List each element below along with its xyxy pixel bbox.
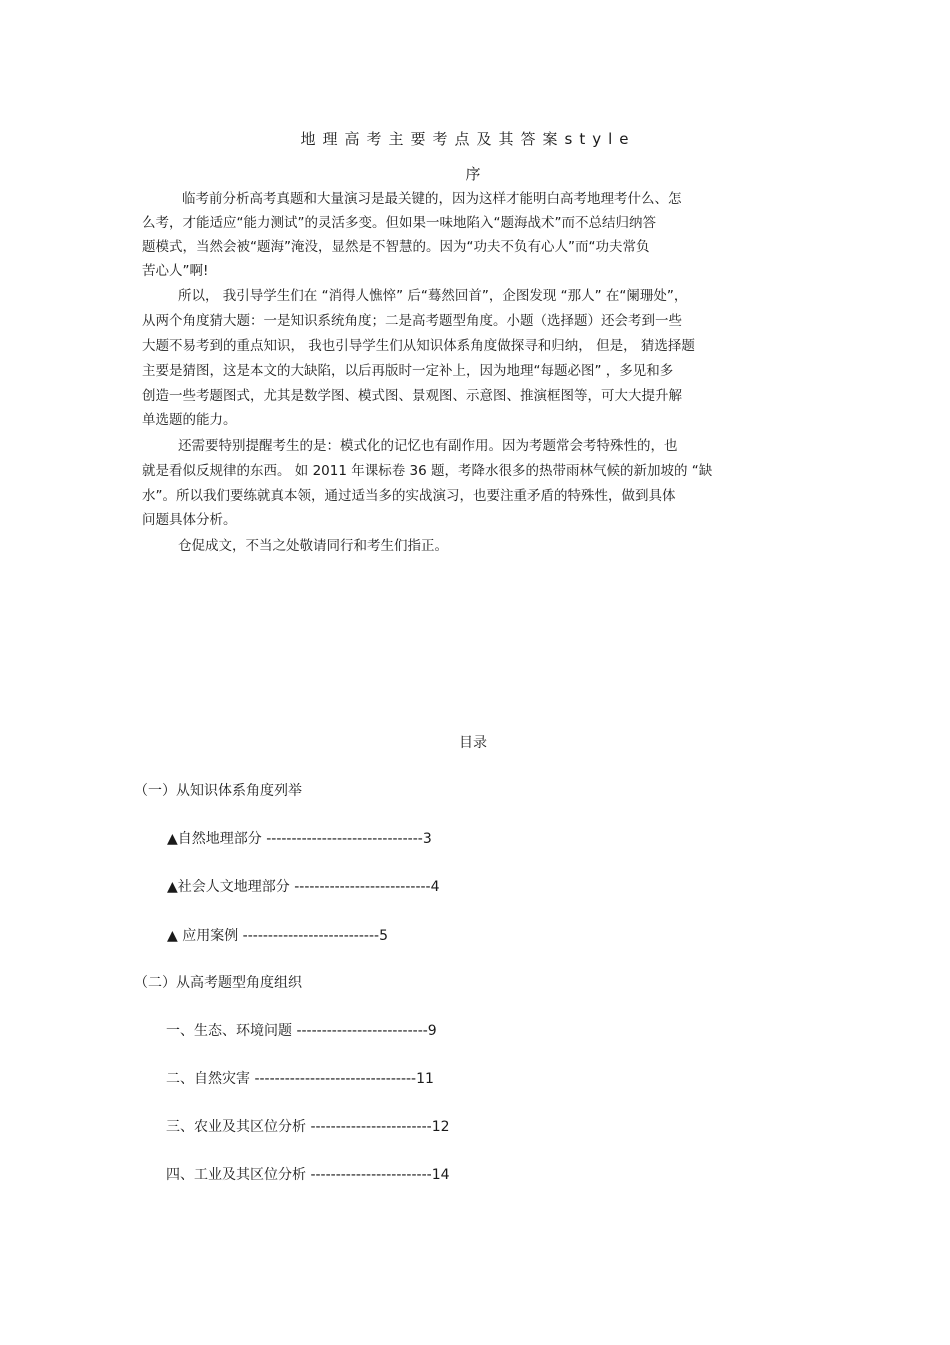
paragraph-line: 么考，才能适应“能力测试”的灵活多变。但如果一味地陷入“题海战术”而不总结归纳答 xyxy=(142,215,656,231)
paragraph-line: 题模式，当然会被“题海”淹没，显然是不智慧的。因为“功夫不负有心人”而“功夫常负 xyxy=(142,239,650,255)
paragraph-line: 问题具体分析。 xyxy=(142,512,237,528)
paragraph-line: 仓促成文，不当之处敬请同行和考生们指正。 xyxy=(178,538,448,554)
paragraph-line: 所以， 我引导学生们在 “消得人憔悴” 后“蓦然回首”，企图发现 “那人” 在“阑珊处”， xyxy=(178,288,688,304)
toc-entry: ▲自然地理部分 -------------------------------3 xyxy=(167,831,432,847)
paragraph-line: 苦心人”啊! xyxy=(142,263,209,279)
toc-entry: ▲ 应用案例 ---------------------------5 xyxy=(167,928,388,944)
toc-title: 目录 xyxy=(459,735,487,751)
toc-entry: 一、生态、环境问题 --------------------------9 xyxy=(166,1023,437,1039)
toc-section-heading: （一）从知识体系角度列举 xyxy=(134,783,302,799)
toc-entry: 三、农业及其区位分析 ------------------------12 xyxy=(166,1119,450,1135)
paragraph-line: 主要是猜图，这是本文的大缺陷，以后再版时一定补上，因为地理“每题必图” ，多见和多 xyxy=(142,363,674,379)
paragraph-line: 从两个角度猜大题：一是知识系统角度；二是高考题型角度。小题（选择题）还会考到一些 xyxy=(142,313,682,329)
paragraph-line: 水”。所以我们要练就真本领，通过适当多的实战演习，也要注重矛盾的特殊性，做到具体 xyxy=(142,488,676,504)
toc-entry: 四、工业及其区位分析 ------------------------14 xyxy=(166,1167,450,1183)
paragraph-line: 创造一些考题图式，尤其是数学图、模式图、景观图、示意图、推演框图等，可大大提升解 xyxy=(142,388,682,404)
paragraph-line: 还需要特别提醒考生的是：模式化的记忆也有副作用。因为考题常会考特殊性的，也 xyxy=(178,438,678,454)
toc-entry: 二、自然灾害 --------------------------------11 xyxy=(166,1071,434,1087)
paragraph-line: 临考前分析高考真题和大量演习是最关键的，因为这样才能明白高考地理考什么、怎 xyxy=(182,191,682,207)
toc-entry: ▲社会人文地理部分 ---------------------------4 xyxy=(167,879,440,895)
paragraph-line: 大题不易考到的重点知识， 我也引导学生们从知识体系角度做探寻和归纳， 但是， 猜选择题 xyxy=(142,338,695,354)
toc-section-heading: （二）从高考题型角度组织 xyxy=(134,975,302,991)
preface-heading: 序 xyxy=(465,165,481,183)
paragraph-line: 就是看似反规律的东西。 如 2011 年课标卷 36 题，考降水很多的热带雨林气候的新加坡的 “缺 xyxy=(142,463,713,479)
document-title: 地理高考主要考点及其答案style xyxy=(300,130,636,148)
paragraph-line: 单选题的能力。 xyxy=(142,412,237,428)
